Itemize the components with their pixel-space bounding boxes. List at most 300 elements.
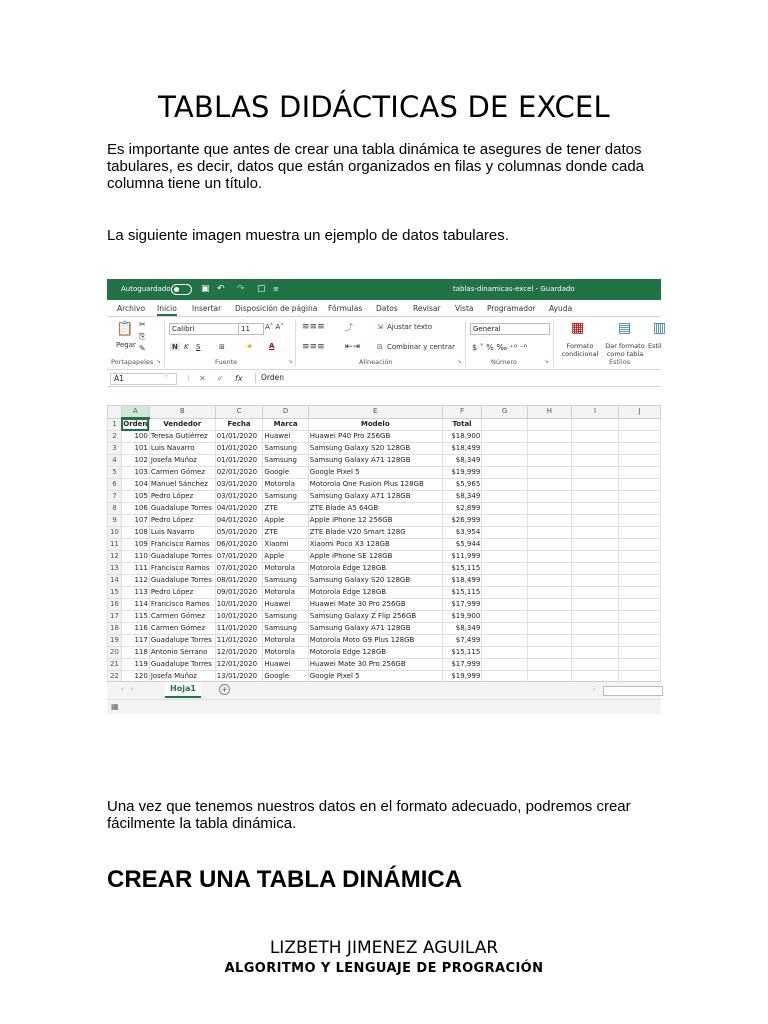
empty-cell[interactable]: [619, 587, 661, 599]
data-cell[interactable]: Google Pixel 5: [308, 671, 442, 683]
row-number[interactable]: 5: [108, 467, 122, 479]
data-cell[interactable]: Pedro López: [149, 491, 215, 503]
data-cell[interactable]: Samsung Galaxy S20 128GB: [308, 443, 442, 455]
empty-cell[interactable]: [571, 551, 618, 563]
tab-insertar[interactable]: Insertar: [192, 304, 222, 313]
empty-cell[interactable]: [527, 431, 571, 443]
row-number[interactable]: 13: [108, 563, 122, 575]
data-cell[interactable]: Apple iPhone 12 256GB: [308, 515, 442, 527]
empty-cell[interactable]: [571, 491, 618, 503]
empty-cell[interactable]: [619, 563, 661, 575]
data-cell[interactable]: Motorola: [263, 587, 308, 599]
data-cell[interactable]: Google Pixel 5: [308, 467, 442, 479]
data-cell[interactable]: Luis Navarro: [149, 443, 215, 455]
empty-cell[interactable]: [482, 455, 528, 467]
data-cell[interactable]: 01/01/2020: [215, 455, 263, 467]
data-cell[interactable]: Pedro López: [149, 587, 215, 599]
data-cell[interactable]: ZTE Blade V20 Smart 128G: [308, 527, 442, 539]
save-icon[interactable]: ▣: [201, 284, 210, 294]
empty-cell[interactable]: [482, 551, 528, 563]
data-cell[interactable]: 07/01/2020: [215, 563, 263, 575]
data-cell[interactable]: Francisco Ramos: [149, 599, 215, 611]
data-cell[interactable]: Motorola One Fusion Plus 128GB: [308, 479, 442, 491]
row-number[interactable]: 3: [108, 443, 122, 455]
orientation-icon[interactable]: ⤴: [345, 323, 353, 332]
data-cell[interactable]: Google: [263, 467, 308, 479]
data-cell[interactable]: Xiaomi: [263, 539, 308, 551]
header-cell[interactable]: Orden: [121, 418, 149, 431]
enter-icon[interactable]: ✓: [217, 374, 224, 383]
row-number[interactable]: 16: [108, 599, 122, 611]
data-cell[interactable]: Teresa Gutiérrez: [149, 431, 215, 443]
row-number[interactable]: 2: [108, 431, 122, 443]
tab-formulas[interactable]: Fórmulas: [328, 304, 363, 313]
row-number[interactable]: 10: [108, 527, 122, 539]
data-cell[interactable]: Huawei: [263, 431, 308, 443]
data-cell[interactable]: Motorola Edge 128GB: [308, 647, 442, 659]
empty-cell[interactable]: [571, 455, 618, 467]
data-cell[interactable]: 110: [121, 551, 149, 563]
tab-ayuda[interactable]: Ayuda: [549, 304, 573, 313]
data-cell[interactable]: $3,954: [442, 527, 482, 539]
empty-cell[interactable]: [527, 563, 571, 575]
empty-cell[interactable]: [527, 479, 571, 491]
empty-cell[interactable]: [571, 527, 618, 539]
data-cell[interactable]: 06/01/2020: [215, 539, 263, 551]
empty-cell[interactable]: [527, 551, 571, 563]
data-cell[interactable]: Guadalupe Torres: [149, 635, 215, 647]
empty-cell[interactable]: [571, 647, 618, 659]
data-cell[interactable]: Guadalupe Torres: [149, 575, 215, 587]
empty-cell[interactable]: [527, 503, 571, 515]
data-cell[interactable]: Samsung Galaxy S20 128GB: [308, 575, 442, 587]
data-cell[interactable]: $2,899: [442, 503, 482, 515]
currency-icon[interactable]: $ ˅ % ‰ ⁺⁰ ⁻⁰: [472, 343, 527, 352]
empty-cell[interactable]: [527, 467, 571, 479]
empty-cell[interactable]: [619, 659, 661, 671]
data-cell[interactable]: $15,115: [442, 647, 482, 659]
data-cell[interactable]: Francisco Ramos: [149, 539, 215, 551]
column-header[interactable]: I: [571, 406, 618, 419]
row-number[interactable]: 19: [108, 635, 122, 647]
data-cell[interactable]: Manuel Sánchez: [149, 479, 215, 491]
formula-input[interactable]: Orden: [255, 373, 661, 383]
row-number[interactable]: 8: [108, 503, 122, 515]
data-cell[interactable]: 112: [121, 575, 149, 587]
row-number[interactable]: 11: [108, 539, 122, 551]
autosave-toggle[interactable]: [171, 284, 192, 295]
empty-cell[interactable]: [619, 515, 661, 527]
data-cell[interactable]: $8,349: [442, 623, 482, 635]
data-cell[interactable]: $18,499: [442, 443, 482, 455]
data-cell[interactable]: 117: [121, 635, 149, 647]
data-cell[interactable]: 03/01/2020: [215, 491, 263, 503]
data-cell[interactable]: 03/01/2020: [215, 479, 263, 491]
sheet-tab-hoja1[interactable]: Hoja1: [165, 682, 201, 698]
data-cell[interactable]: 106: [121, 503, 149, 515]
format-table-icon[interactable]: ▤: [618, 320, 632, 336]
data-cell[interactable]: Huawei Mate 30 Pro 256GB: [308, 659, 442, 671]
empty-cell[interactable]: [619, 527, 661, 539]
column-header[interactable]: E: [308, 406, 442, 419]
data-cell[interactable]: 118: [121, 647, 149, 659]
conditional-format-icon[interactable]: ▦: [571, 320, 585, 336]
empty-cell[interactable]: [571, 503, 618, 515]
data-cell[interactable]: 10/01/2020: [215, 599, 263, 611]
empty-cell[interactable]: [527, 635, 571, 647]
data-cell[interactable]: Motorola Moto G9 Plus 128GB: [308, 635, 442, 647]
tab-disposicion[interactable]: Disposición de página: [235, 304, 318, 313]
data-cell[interactable]: 103: [121, 467, 149, 479]
grow-font-icon[interactable]: A˄ A˅: [265, 323, 284, 331]
row-number[interactable]: 15: [108, 587, 122, 599]
empty-cell[interactable]: [482, 659, 528, 671]
wrap-text-button[interactable]: Ajustar texto: [387, 323, 433, 331]
data-cell[interactable]: $7,499: [442, 635, 482, 647]
data-cell[interactable]: 108: [121, 527, 149, 539]
empty-cell[interactable]: [619, 623, 661, 635]
row-number[interactable]: 18: [108, 623, 122, 635]
data-cell[interactable]: $18,499: [442, 575, 482, 587]
data-cell[interactable]: Carmen Gómez: [149, 611, 215, 623]
tab-inicio[interactable]: Inicio: [157, 304, 177, 316]
data-cell[interactable]: Guadalupe Torres: [149, 551, 215, 563]
empty-cell[interactable]: [619, 503, 661, 515]
macro-record-icon[interactable]: ▦: [111, 702, 119, 711]
font-color-icon[interactable]: A: [269, 342, 275, 350]
data-cell[interactable]: Antonio Serrano: [149, 647, 215, 659]
undo-icon[interactable]: ↶: [217, 284, 225, 294]
empty-cell[interactable]: [619, 551, 661, 563]
data-cell[interactable]: 01/01/2020: [215, 431, 263, 443]
cancel-icon[interactable]: ✕: [199, 374, 206, 383]
tab-datos[interactable]: Datos: [376, 304, 398, 313]
header-cell[interactable]: Total: [442, 418, 482, 431]
data-cell[interactable]: Josefa Muñoz: [149, 671, 215, 683]
data-cell[interactable]: 08/01/2020: [215, 575, 263, 587]
data-cell[interactable]: $17,999: [442, 599, 482, 611]
header-cell[interactable]: Fecha: [215, 418, 263, 431]
data-cell[interactable]: 101: [121, 443, 149, 455]
data-cell[interactable]: 02/01/2020: [215, 467, 263, 479]
empty-cell[interactable]: [571, 418, 618, 431]
header-cell[interactable]: Marca: [263, 418, 308, 431]
empty-cell[interactable]: [571, 659, 618, 671]
number-format-select[interactable]: General: [470, 323, 550, 335]
data-cell[interactable]: $8,349: [442, 491, 482, 503]
paste-icon[interactable]: 📋: [116, 321, 134, 337]
font-name-select[interactable]: Calibri: [169, 323, 239, 335]
empty-cell[interactable]: [482, 527, 528, 539]
column-header[interactable]: J: [619, 406, 661, 419]
empty-cell[interactable]: [482, 539, 528, 551]
empty-cell[interactable]: [527, 539, 571, 551]
empty-cell[interactable]: [527, 611, 571, 623]
merge-center-icon[interactable]: ⊟: [377, 343, 383, 351]
data-cell[interactable]: Guadalupe Torres: [149, 503, 215, 515]
italic-icon[interactable]: K: [184, 343, 189, 351]
column-header[interactable]: C: [215, 406, 263, 419]
data-cell[interactable]: Huawei: [263, 599, 308, 611]
empty-cell[interactable]: [571, 479, 618, 491]
empty-cell[interactable]: [619, 575, 661, 587]
empty-cell[interactable]: [619, 431, 661, 443]
data-cell[interactable]: $8,349: [442, 455, 482, 467]
data-cell[interactable]: $19,900: [442, 611, 482, 623]
data-cell[interactable]: 104: [121, 479, 149, 491]
data-cell[interactable]: 115: [121, 611, 149, 623]
empty-cell[interactable]: [482, 431, 528, 443]
data-cell[interactable]: Apple: [263, 551, 308, 563]
data-cell[interactable]: 100: [121, 431, 149, 443]
tab-vista[interactable]: Vista: [455, 304, 474, 313]
data-cell[interactable]: 107: [121, 515, 149, 527]
name-box-dropdown-icon[interactable]: ˅: [165, 375, 168, 382]
data-cell[interactable]: Huawei P40 Pro 256GB: [308, 431, 442, 443]
merge-center-button[interactable]: Combinar y centrar: [387, 343, 455, 351]
empty-cell[interactable]: [482, 575, 528, 587]
empty-cell[interactable]: [527, 599, 571, 611]
row-number[interactable]: 21: [108, 659, 122, 671]
format-as-table-button[interactable]: Dar formato como tabla: [605, 342, 645, 358]
empty-cell[interactable]: [619, 599, 661, 611]
row-number[interactable]: 22: [108, 671, 122, 683]
row-number[interactable]: 4: [108, 455, 122, 467]
data-cell[interactable]: Carmen Gómez: [149, 623, 215, 635]
row-number[interactable]: 12: [108, 551, 122, 563]
align-left-icon[interactable]: ≡≡≡: [302, 342, 325, 352]
data-cell[interactable]: Motorola: [263, 479, 308, 491]
column-header[interactable]: B: [149, 406, 215, 419]
row-number[interactable]: 6: [108, 479, 122, 491]
cell-styles-icon[interactable]: ▥: [653, 320, 667, 336]
empty-cell[interactable]: [527, 647, 571, 659]
data-cell[interactable]: 12/01/2020: [215, 659, 263, 671]
data-cell[interactable]: Motorola Edge 128GB: [308, 587, 442, 599]
data-cell[interactable]: Huawei Mate 30 Pro 256GB: [308, 599, 442, 611]
data-cell[interactable]: Motorola Edge 128GB: [308, 563, 442, 575]
data-cell[interactable]: $19,999: [442, 671, 482, 683]
empty-cell[interactable]: [571, 563, 618, 575]
empty-cell[interactable]: [571, 515, 618, 527]
empty-cell[interactable]: [482, 467, 528, 479]
data-cell[interactable]: 11/01/2020: [215, 623, 263, 635]
fill-color-icon[interactable]: ◈: [247, 342, 253, 350]
data-cell[interactable]: Samsung: [263, 443, 308, 455]
empty-cell[interactable]: [482, 563, 528, 575]
redo-icon[interactable]: ↷: [237, 284, 245, 294]
data-cell[interactable]: Motorola: [263, 635, 308, 647]
data-cell[interactable]: 105: [121, 491, 149, 503]
row-number[interactable]: 14: [108, 575, 122, 587]
column-header[interactable]: G: [482, 406, 528, 419]
cell-styles-button[interactable]: Estil: [648, 342, 662, 350]
empty-cell[interactable]: [482, 635, 528, 647]
column-header[interactable]: H: [527, 406, 571, 419]
empty-cell[interactable]: [527, 659, 571, 671]
data-cell[interactable]: 09/01/2020: [215, 587, 263, 599]
tab-programador[interactable]: Programador: [487, 304, 536, 313]
data-cell[interactable]: $15,115: [442, 587, 482, 599]
empty-cell[interactable]: [619, 635, 661, 647]
customize-toolbar-icon[interactable]: ≡: [273, 285, 279, 293]
empty-cell[interactable]: [527, 623, 571, 635]
empty-cell[interactable]: [482, 479, 528, 491]
data-cell[interactable]: 13/01/2020: [215, 671, 263, 683]
format-painter-icon[interactable]: ✎: [139, 344, 146, 353]
paste-button[interactable]: Pegar: [116, 341, 136, 349]
empty-cell[interactable]: [619, 479, 661, 491]
data-cell[interactable]: Samsung Galaxy Z Flip 256GB: [308, 611, 442, 623]
data-cell[interactable]: 10/01/2020: [215, 611, 263, 623]
clipboard-launcher-icon[interactable]: ↘: [156, 358, 162, 365]
empty-cell[interactable]: [619, 539, 661, 551]
data-cell[interactable]: Samsung: [263, 611, 308, 623]
data-cell[interactable]: 102: [121, 455, 149, 467]
indent-icon[interactable]: ⇤⇥: [345, 342, 361, 352]
empty-cell[interactable]: [571, 635, 618, 647]
empty-cell[interactable]: [571, 467, 618, 479]
data-cell[interactable]: Apple: [263, 515, 308, 527]
name-box[interactable]: A1: [110, 373, 177, 385]
empty-cell[interactable]: [482, 599, 528, 611]
row-number[interactable]: 9: [108, 515, 122, 527]
row-number[interactable]: 1: [108, 418, 122, 431]
data-cell[interactable]: $15,115: [442, 563, 482, 575]
row-number[interactable]: 7: [108, 491, 122, 503]
data-cell[interactable]: $17,999: [442, 659, 482, 671]
data-cell[interactable]: Motorola: [263, 647, 308, 659]
empty-cell[interactable]: [527, 575, 571, 587]
empty-cell[interactable]: [482, 443, 528, 455]
data-cell[interactable]: Samsung: [263, 623, 308, 635]
column-header[interactable]: D: [263, 406, 308, 419]
data-cell[interactable]: Motorola: [263, 563, 308, 575]
empty-cell[interactable]: [571, 443, 618, 455]
empty-cell[interactable]: [482, 418, 528, 431]
empty-cell[interactable]: [527, 515, 571, 527]
row-number[interactable]: 20: [108, 647, 122, 659]
data-cell[interactable]: 12/01/2020: [215, 647, 263, 659]
data-cell[interactable]: 116: [121, 623, 149, 635]
empty-cell[interactable]: [482, 611, 528, 623]
data-cell[interactable]: 11/01/2020: [215, 635, 263, 647]
tab-revisar[interactable]: Revisar: [413, 304, 441, 313]
empty-cell[interactable]: [482, 503, 528, 515]
column-header[interactable]: A: [121, 406, 149, 419]
empty-cell[interactable]: [619, 418, 661, 431]
sheet-nav-arrows-icon[interactable]: ‹ ›: [121, 685, 134, 693]
data-cell[interactable]: $18,900: [442, 431, 482, 443]
data-cell[interactable]: Samsung Galaxy A71 128GB: [308, 623, 442, 635]
empty-cell[interactable]: [482, 491, 528, 503]
data-cell[interactable]: Google: [263, 671, 308, 683]
insert-function-icon[interactable]: fx: [235, 374, 243, 383]
align-top-icon[interactable]: ≡≡≡: [302, 322, 325, 332]
data-cell[interactable]: 120: [121, 671, 149, 683]
select-all-corner[interactable]: [108, 406, 122, 419]
data-cell[interactable]: $26,999: [442, 515, 482, 527]
data-cell[interactable]: 113: [121, 587, 149, 599]
empty-cell[interactable]: [571, 599, 618, 611]
data-cell[interactable]: Samsung Galaxy A71 128GB: [308, 491, 442, 503]
empty-cell[interactable]: [482, 515, 528, 527]
data-cell[interactable]: Samsung: [263, 575, 308, 587]
empty-cell[interactable]: [619, 443, 661, 455]
data-cell[interactable]: Guadalupe Torres: [149, 659, 215, 671]
add-sheet-icon[interactable]: +: [219, 684, 230, 695]
data-cell[interactable]: Samsung: [263, 455, 308, 467]
data-cell[interactable]: Samsung: [263, 491, 308, 503]
data-cell[interactable]: 01/01/2020: [215, 443, 263, 455]
data-cell[interactable]: Apple iPhone SE 128GB: [308, 551, 442, 563]
empty-cell[interactable]: [527, 491, 571, 503]
data-cell[interactable]: $11,999: [442, 551, 482, 563]
bold-icon[interactable]: N: [172, 343, 178, 351]
copy-icon[interactable]: ⎘: [139, 332, 146, 341]
data-cell[interactable]: Luis Navarro: [149, 527, 215, 539]
data-cell[interactable]: 07/01/2020: [215, 551, 263, 563]
data-cell[interactable]: $5,965: [442, 479, 482, 491]
header-cell[interactable]: Modelo: [308, 418, 442, 431]
new-file-icon[interactable]: ▢: [257, 284, 266, 294]
cut-icon[interactable]: ✂: [139, 320, 146, 329]
data-cell[interactable]: Xiaomi Poco X3 128GB: [308, 539, 442, 551]
data-cell[interactable]: 111: [121, 563, 149, 575]
data-cell[interactable]: 04/01/2020: [215, 515, 263, 527]
empty-cell[interactable]: [527, 527, 571, 539]
empty-cell[interactable]: [482, 623, 528, 635]
scroll-handle-icon[interactable]: ⁝: [593, 685, 596, 693]
data-cell[interactable]: Samsung Galaxy A71 128GB: [308, 455, 442, 467]
tab-archivo[interactable]: Archivo: [117, 304, 146, 313]
empty-cell[interactable]: [619, 467, 661, 479]
data-cell[interactable]: $5,944: [442, 539, 482, 551]
empty-cell[interactable]: [482, 587, 528, 599]
borders-icon[interactable]: ⊞: [219, 343, 225, 351]
column-header[interactable]: F: [442, 406, 482, 419]
empty-cell[interactable]: [571, 587, 618, 599]
data-cell[interactable]: 04/01/2020: [215, 503, 263, 515]
data-cell[interactable]: Francisco Ramos: [149, 563, 215, 575]
horizontal-scrollbar[interactable]: [603, 686, 663, 696]
data-cell[interactable]: Pedro López: [149, 515, 215, 527]
empty-cell[interactable]: [571, 575, 618, 587]
empty-cell[interactable]: [619, 491, 661, 503]
alignment-launcher-icon[interactable]: ↘: [457, 358, 463, 365]
number-launcher-icon[interactable]: ↘: [544, 358, 550, 365]
data-cell[interactable]: 109: [121, 539, 149, 551]
data-cell[interactable]: ZTE: [263, 503, 308, 515]
wrap-text-icon[interactable]: ⇲: [377, 323, 383, 331]
empty-cell[interactable]: [527, 443, 571, 455]
empty-cell[interactable]: [527, 418, 571, 431]
data-cell[interactable]: 119: [121, 659, 149, 671]
data-cell[interactable]: 114: [121, 599, 149, 611]
empty-cell[interactable]: [527, 587, 571, 599]
data-cell[interactable]: Carmen Gómez: [149, 467, 215, 479]
empty-cell[interactable]: [571, 539, 618, 551]
empty-cell[interactable]: [571, 611, 618, 623]
underline-icon[interactable]: S: [196, 343, 201, 351]
header-cell[interactable]: Vendedor: [149, 418, 215, 431]
empty-cell[interactable]: [571, 623, 618, 635]
data-cell[interactable]: Josefa Muñoz: [149, 455, 215, 467]
data-cell[interactable]: ZTE: [263, 527, 308, 539]
font-size-select[interactable]: 11: [238, 323, 264, 335]
data-cell[interactable]: ZTE Blade A5 64GB: [308, 503, 442, 515]
empty-cell[interactable]: [619, 611, 661, 623]
